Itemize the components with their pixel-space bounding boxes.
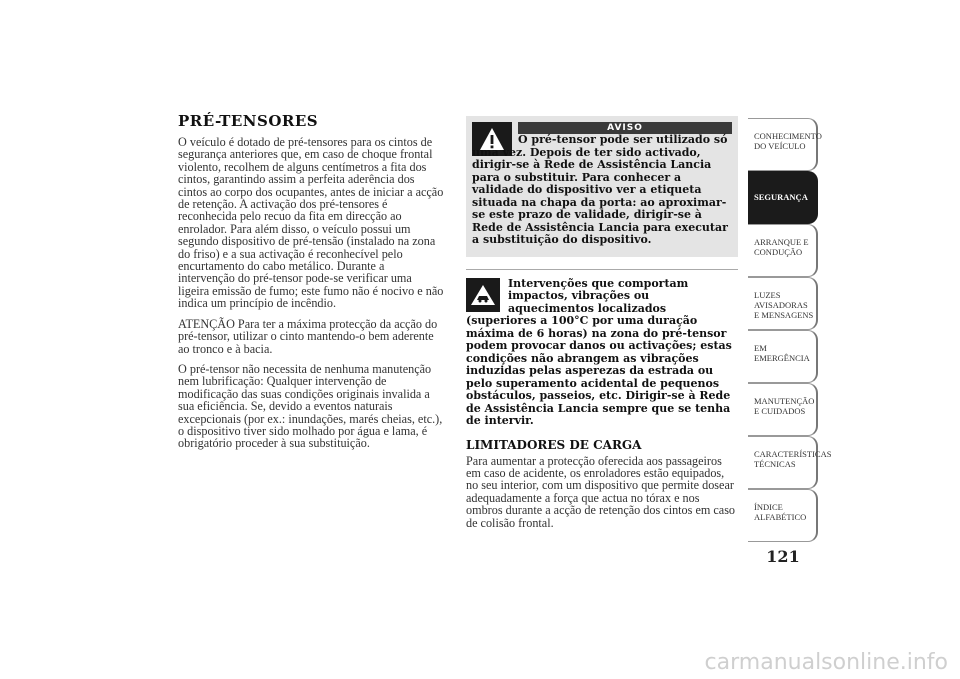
warning-box bbox=[466, 116, 738, 257]
section-title-limitadores: LIMITADORES DE CARGA bbox=[466, 437, 642, 452]
paragraph: O pré-tensor não necessita de nenhuma manutenção nem lubrificação: Qualquer intervenção de modificação das suas condições originais invalida a sua eficiência. Se, devido a eventos naturais excepcionais (por ex.: inundações, marés cheias, etc.), o dispositivo tiver sido molhado por água e lama, é obrigatório proceder à sua substituição. bbox=[178, 361, 443, 451]
car-damage-icon bbox=[466, 278, 500, 312]
page-number: 121 bbox=[766, 547, 800, 566]
notice-text: Intervenções que comportam impactos, vibrações ou aquecimentos localizados (superiores a 100°C por uma duração máxima de 6 horas) na zona do pré-tensor podem provocar danos ou activações; estas condições não abrangem as vibrações induzidas pelas asperezas da estrada ou pelo superamento acidental de pequenos obstáculos, passeios, etc. Dirigir-se à Rede de Assistência Lancia sempre que se tenha de intervir. bbox=[466, 276, 732, 427]
paragraph-attention: ATENÇÃO Para ter a máxima protecção da acção do pré-tensor, utilizar o cinto mantendo-o bem aderente ao tronco e à bacia. bbox=[178, 316, 438, 356]
tab-em-emergencia[interactable]: EM EMERGÊNCIA bbox=[748, 330, 818, 383]
right-column bbox=[466, 116, 738, 537]
section-title-pre-tensores: PRÉ-TENSORES bbox=[178, 112, 319, 130]
left-column bbox=[178, 112, 444, 458]
chapter-tabs bbox=[748, 118, 832, 542]
tab-indice-alfabetico[interactable]: ÍNDICE ALFABÉTICO bbox=[748, 489, 818, 542]
aviso-label: AVISO bbox=[518, 122, 732, 134]
paragraph: O veículo é dotado de pré-tensores para os cintos de segurança anteriores que, em caso de choque frontal violento, recolhem de alguns centímetros a fita dos cintos, garantindo assim a perfeita aderência dos cintos ao corpo dos ocupantes, antes de iniciar a acção de retenção. A activação dos pré-tensores é reconhecida pelo recuo da fita em direcção ao enrolador. Para além disso, o veículo possui um segundo dispositivo de pré-tensão (instalado na zona do friso) e a sua activação é reconhecível pelo encurtamento do cabo metálico. Durante a intervenção do pré-tensor pode-se verificar uma ligeira emissão de fumo; este fumo não é nocivo e não indica um princípio de incêndio. bbox=[178, 135, 444, 311]
notice-block bbox=[466, 278, 738, 428]
paragraph-limitadores: Para aumentar a protecção oferecida aos passageiros em caso de acidente, os enroladores estão equipados, no seu interior, com um dispositivo que permite dosear adequadamente a força que actua no tórax e nos ombros durante a acção de retenção dos cintos em caso de colisão frontal. bbox=[466, 453, 736, 530]
tab-caracteristicas-tecnicas[interactable]: CARACTERÍSTICAS TÉCNICAS bbox=[748, 436, 818, 489]
divider bbox=[466, 269, 738, 270]
tab-seguranca[interactable]: SEGURANÇA bbox=[748, 171, 818, 224]
tab-conhecimento-do-veiculo[interactable]: CONHECIMENTO DO VEÍCULO bbox=[748, 118, 818, 171]
tab-luzes-avisadoras[interactable]: LUZES AVISADORAS E MENSAGENS bbox=[748, 277, 818, 330]
tab-arranque-e-conducao[interactable]: ARRANQUE E CONDUÇÃO bbox=[748, 224, 818, 277]
warning-text: O pré-tensor pode ser utilizado só uma vez. Depois de ter sido activado, dirigir-se à Rede de Assistência Lancia para o substituir. Para conhecer a validade do dispositivo ver a etiqueta situada na chapa da porta: ao aproximar-se este prazo de validade, dirigir-se à Rede de Assistência Lancia para executar a substituição do dispositivo. bbox=[472, 133, 728, 246]
tab-manutencao[interactable]: MANUTENÇÃO E CUIDADOS bbox=[748, 383, 818, 436]
watermark: carmanualsonline.info bbox=[704, 650, 948, 675]
